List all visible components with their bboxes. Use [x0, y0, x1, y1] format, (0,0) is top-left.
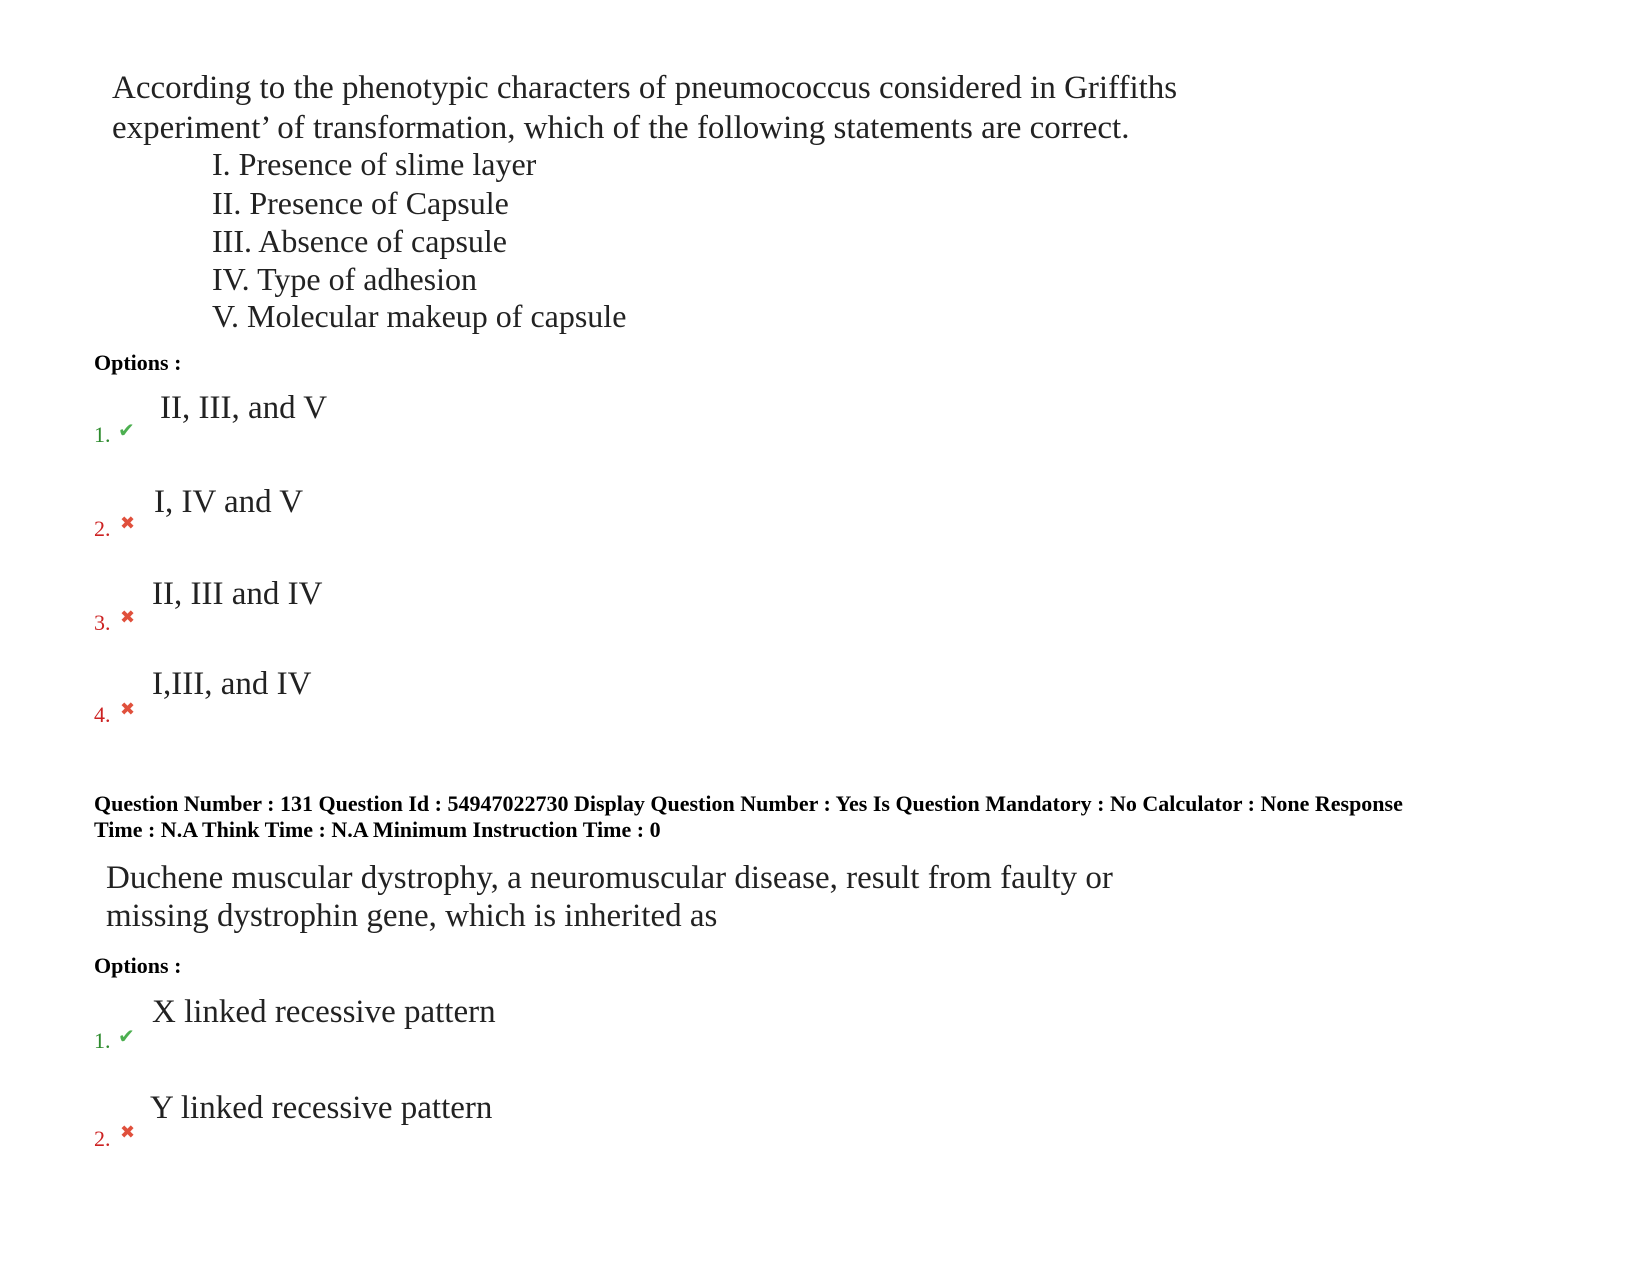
options-label: Options :: [94, 350, 182, 375]
option-text: II, III, and V: [160, 390, 328, 426]
question-131-meta-line-2: Time : N.A Think Time : N.A Minimum Instruction Time : 0: [94, 817, 661, 842]
option-number: 2.: [94, 1126, 111, 1151]
cross-icon: ✖: [120, 699, 136, 720]
options-label: Options :: [94, 953, 182, 978]
question-131-meta-line-1: Question Number : 131 Question Id : 54947022730 Display Question Number : Yes Is Question Mandatory : No Calculator : None Response: [94, 791, 1403, 816]
option-number: 1.: [94, 422, 111, 447]
option-number: 4.: [94, 702, 111, 727]
question-130-stem-line-1: According to the phenotypic characters of pneumococcus considered in Griffiths: [112, 70, 1178, 106]
statement-4: IV. Type of adhesion: [212, 261, 477, 297]
option-number: 1.: [94, 1028, 111, 1053]
cross-icon: ✖: [120, 607, 136, 628]
cross-icon: ✖: [120, 1122, 136, 1143]
option-text: Y linked recessive pattern: [150, 1090, 493, 1126]
question-130-stem-line-2: experiment’ of transformation, which of the following statements are correct.: [112, 110, 1130, 146]
statement-3: III. Absence of capsule: [212, 223, 507, 259]
option-text: I,III, and IV: [152, 666, 312, 702]
option-number: 2.: [94, 516, 111, 541]
option-text: II, III and IV: [152, 576, 323, 612]
option-text: X linked recessive pattern: [152, 994, 496, 1030]
statement-1: I. Presence of slime layer: [212, 146, 537, 182]
check-icon: ✔: [118, 1024, 135, 1048]
statement-2: II. Presence of Capsule: [212, 185, 509, 221]
check-icon: ✔: [118, 418, 135, 442]
cross-icon: ✖: [120, 513, 136, 534]
question-131-stem-line-2: missing dystrophin gene, which is inherited as: [106, 898, 718, 934]
option-text: I, IV and V: [154, 484, 304, 520]
question-131-stem-line-1: Duchene muscular dystrophy, a neuromuscular disease, result from faulty or: [106, 860, 1113, 896]
option-number: 3.: [94, 610, 111, 635]
statement-5: V. Molecular makeup of capsule: [212, 298, 627, 334]
